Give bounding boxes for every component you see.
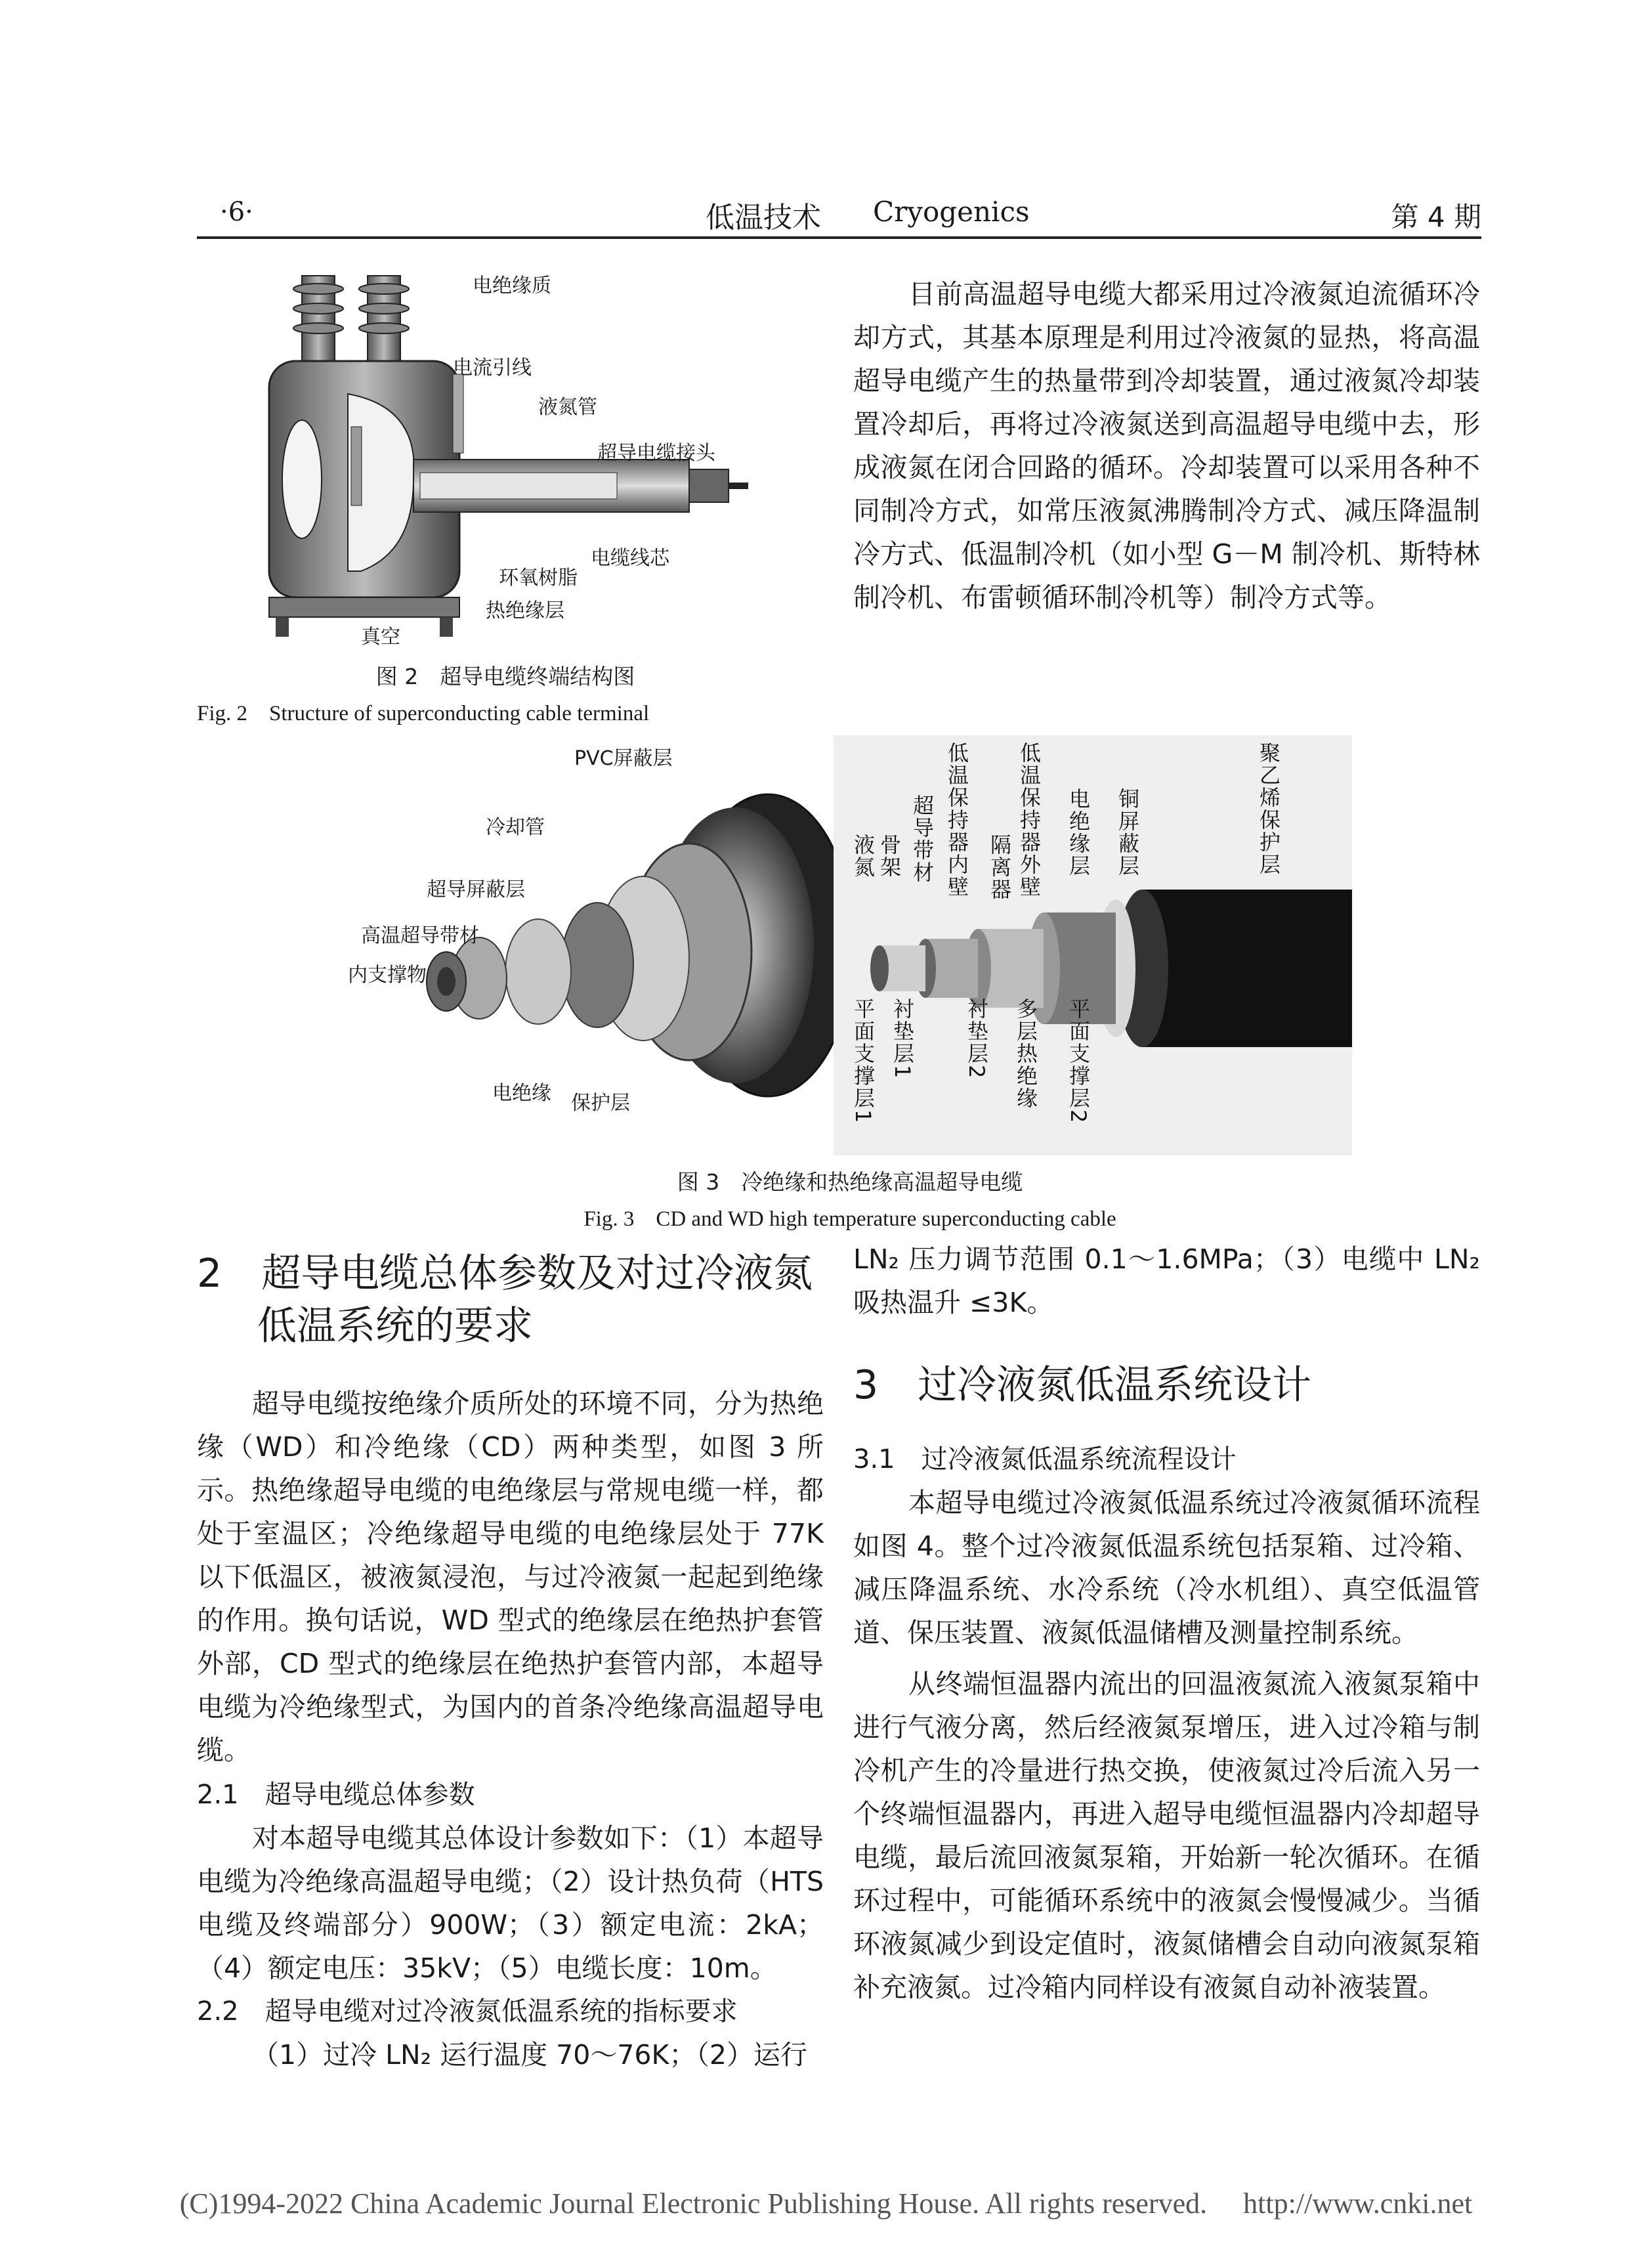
fig3-caption-cn: 图 3 冷绝缘和热绝缘高温超导电缆	[677, 1169, 1023, 1195]
section-2-continued	[853, 1237, 1480, 1324]
label-ln2: 液氮	[851, 834, 876, 878]
label-current-lead: 电流引线	[453, 356, 532, 379]
subsection-2-2-heading: 2.2 超导电缆对过冷液氮低温系统的指标要求	[197, 1996, 738, 2027]
section-2-heading	[197, 1247, 827, 1352]
section-2-title-line1: 超导电缆总体参数及对过冷液氮	[261, 1251, 813, 1297]
section-3-heading	[853, 1359, 1480, 1411]
section-3-para1: 本超导电缆过冷液氮低温系统过冷液氮循环流程如图 4。整个过冷液氮低温系统包括泵箱、过冷箱、减压降温系统、水冷系统（冷水机组）、真空低温管道、保压装置、液氮低温储槽及测量控制系统。	[853, 1487, 1480, 1648]
section-2-para3: （1）过冷 LN₂ 运行温度 70～76K；（2）运行	[252, 2039, 807, 2071]
issue-number: 第 4 期	[1391, 201, 1481, 233]
label-cable-joint: 超导电缆接头	[597, 442, 715, 465]
label-cryostat-outer: 低温保持器外壁	[1017, 742, 1042, 898]
wd-cable-photo	[834, 735, 1352, 1155]
label-epoxy: 环氧树脂	[499, 567, 578, 590]
figure-3	[348, 735, 1352, 1155]
label-plane-support-1: 平面支撑层1	[851, 998, 876, 1125]
label-pvc-shield: PVC屏蔽层	[574, 747, 673, 770]
label-plane-support-2: 平面支撑层2	[1066, 998, 1091, 1125]
section-2-para1: 超导电缆按绝缘介质所处的环境不同，分为热绝缘（WD）和冷绝缘（CD）两种类型，如图 3 所示。热绝缘超导电缆的电绝缘层与常规电缆一样，都处于室温区；冷绝缘超导电缆的电绝缘层处于 77K 以下低温区，被液氮浸泡，与过冷液氮一起起到绝缘的作用。换句话说，WD 型式的绝缘层在绝热护套管外部，CD 型式的绝缘层在绝热护套管内部，本超导电缆为冷绝缘型式，为国内的首条冷绝缘高温超导电缆。	[197, 1388, 824, 1766]
section-2-para3-cont: LN₂ 压力调节范围 0.1～1.6MPa；（3）电缆中 LN₂ 吸热温升 ≤3K。	[853, 1243, 1480, 1318]
label-pad-layer-2: 衬垫层2	[964, 998, 989, 1080]
label-electrical-insulation: 电绝缘质	[473, 274, 551, 297]
section-3-number: 3	[853, 1362, 879, 1408]
figure-2	[249, 263, 761, 656]
label-cooling-pipe: 冷却管	[486, 816, 545, 839]
label-sc-tape: 超导带材	[910, 794, 935, 884]
fig2-caption-cn: 图 2 超导电缆终端结构图	[375, 664, 635, 689]
fig3-caption-en: Fig. 3 CD and WD high temperature superconducting cable	[583, 1207, 1116, 1231]
section-3-body	[853, 1438, 1480, 2009]
label-isolator: 隔离器	[987, 834, 1012, 901]
section-3-title: 过冷液氮低温系统设计	[918, 1362, 1312, 1408]
label-hts-tape: 高温超导带材	[361, 924, 479, 947]
label-ln2-pipe: 液氮管	[538, 396, 597, 419]
journal-title-en: Cryogenics	[873, 196, 1030, 228]
fig2-caption-en: Fig. 2 Structure of superconducting cable terminal	[197, 702, 650, 725]
section-2-number: 2	[197, 1251, 222, 1297]
section-2-title-line2: 低温系统的要求	[257, 1303, 533, 1349]
label-protection-layer: 保护层	[571, 1092, 630, 1115]
label-thermal-insulation: 热绝缘层	[486, 599, 564, 622]
subsection-2-1-heading: 2.1 超导电缆总体参数	[197, 1780, 475, 1810]
subsection-3-1-heading: 3.1 过冷液氮低温系统流程设计	[853, 1444, 1237, 1474]
label-cryostat-inner: 低温保持器内壁	[944, 742, 969, 898]
label-cable-core: 电缆线芯	[591, 547, 669, 570]
page-number: ·6·	[220, 197, 253, 227]
copyright-footer: (C)1994-2022 China Academic Journal Electronic Publishing House. All rights reserved. http://www.cnki.net	[179, 2187, 1473, 2220]
section-2-para2: 对本超导电缆其总体设计参数如下：（1）本超导电缆为冷绝缘高温超导电缆；（2）设计热负荷（HTS 电缆及终端部分）900W；（3）额定电流：2kA；（4）额定电压：35kV；（5）电缆长度：10m。	[197, 1822, 824, 1984]
intro-paragraph: 目前高温超导电缆大都采用过冷液氮迫流循环冷却方式，其基本原理是利用过冷液氮的显热，将高温超导电缆产生的热量带到冷却装置，通过液氮冷却装置冷却后，再将过冷液氮送到高温超导电缆中去，形成液氮在闭合回路的循环。冷却装置可以采用各种不同制冷方式，如常压液氮沸腾制冷方式、减压降温制冷方式、低温制冷机（如小型 G－M 制冷机、斯特林制冷机、布雷顿循环制冷机等）制冷方式等。	[853, 278, 1480, 613]
label-copper-shield: 铜屏蔽层	[1115, 788, 1140, 877]
label-sc-shield: 超导屏蔽层	[427, 878, 525, 901]
label-skeleton: 骨架	[877, 834, 902, 878]
header-rule	[197, 236, 1481, 239]
label-pad-layer-1: 衬垫层1	[890, 998, 915, 1080]
section-3-para2: 从终端恒温器内流出的回温液氮流入液氮泵箱中进行气液分离，然后经液氮泵增压，进入过冷箱与制冷机产生的冷量进行热交换，使液氮过冷后流入另一个终端恒温器内，再进入超导电缆恒温器内冷却超导电缆，最后流回液氮泵箱，开始新一轮次循环。在循环过程中，可能循环系统中的液氮会慢慢减少。当循环液氮减少到设定值时，液氮储槽会自动向液氮泵箱补充液氮。过冷箱内同样设有液氮自动补液装置。	[853, 1668, 1480, 2003]
label-electrical-insulation-l: 电绝缘	[492, 1082, 551, 1105]
label-pe-protection: 聚乙烯保护层	[1256, 742, 1281, 876]
label-electrical-insulation-layer: 电绝缘层	[1066, 788, 1091, 877]
journal-title-cn: 低温技术	[706, 201, 821, 234]
label-multilayer-insulation: 多层热绝缘	[1013, 998, 1038, 1109]
label-vacuum: 真空	[361, 626, 400, 649]
section-2-body	[197, 1382, 824, 2076]
label-inner-support: 内支撑物	[348, 964, 427, 987]
